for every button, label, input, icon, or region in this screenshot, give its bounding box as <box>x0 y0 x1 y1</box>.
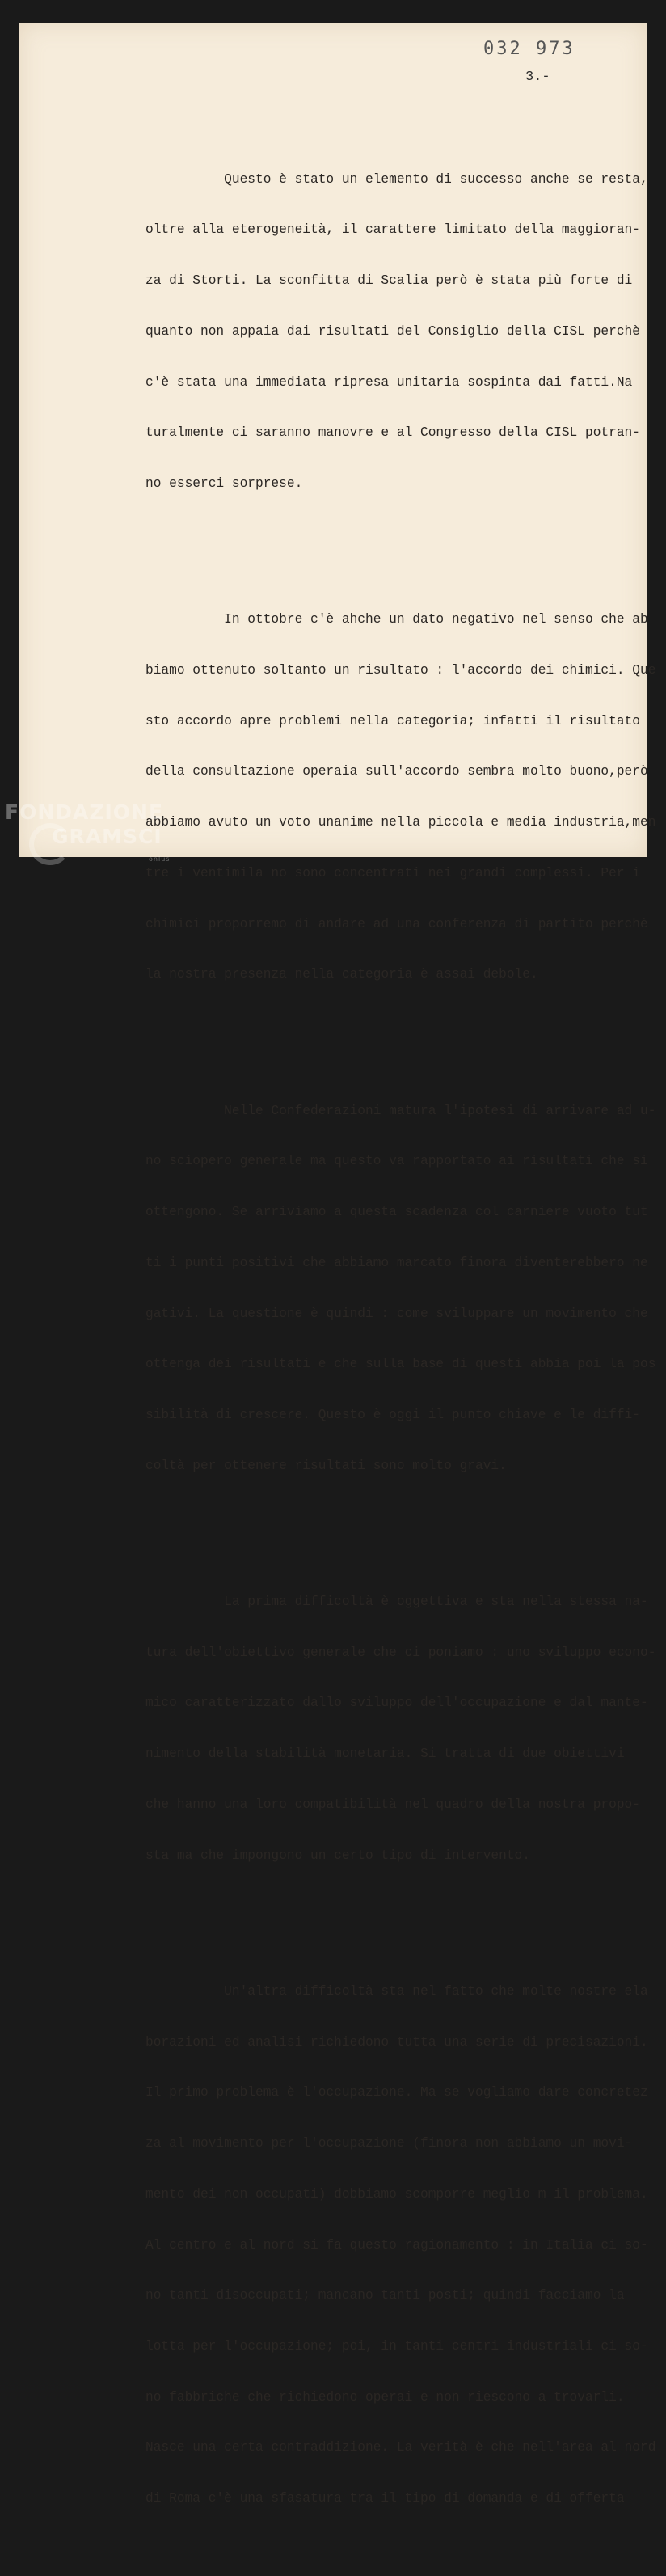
text-line: no fabbriche che richiedono operai e non riescono a trovarli. <box>145 2389 625 2405</box>
text-line: c'è stata una immediata ripresa unitaria sospinta dai fatti.Na <box>145 374 633 390</box>
text-line: biamo ottenuto soltanto un risultato : l'accordo dei chimici. Que <box>145 663 656 678</box>
text-line: nimento della stabilità monetaria. Si tratta di due obiettivi <box>145 1746 625 1762</box>
text-line: ottengono. Se arriviamo a questa scadenza col carniere vuoto tut <box>145 1205 648 1220</box>
page-number: 3.- <box>525 70 550 85</box>
text-line: della consultazione operaia sull'accordo sembra molto buono,però <box>145 764 648 779</box>
paragraph-4 <box>145 1560 656 1898</box>
text-line: Il primo problema è l'occupazione. Ma se vogliamo dare concretez <box>145 2085 648 2101</box>
text-line: di Roma c'è una sfasatura tra il tipo di domanda e di offerta <box>145 2491 625 2506</box>
text-line: turalmente ci saranno manovre e al Congresso della CISL potran- <box>145 425 640 441</box>
text-line: sibilità di crescere. Questo è oggi il punto chiave e le diffi- <box>145 1407 640 1422</box>
watermark-line-1: FONDAZIONE <box>5 800 164 824</box>
text-line: quanto non appaia dai risultati del Consiglio della CISL perchè <box>145 323 640 339</box>
watermark-line-3: onlus <box>149 855 171 863</box>
document-body <box>145 103 656 2576</box>
paragraph-2 <box>145 577 656 1017</box>
text-line: ottenga dei risultati e che sulla base di questi abbia poi la pos <box>145 1357 656 1372</box>
text-line: la nostra presenza nella categoria è assai debole. <box>145 967 538 982</box>
text-line: che hanno una loro compatibilità nel quadro della nostra propo- <box>145 1797 640 1812</box>
text-line: no tanti disoccupati; mancano tanti posti; quindi facciamo la <box>145 2288 625 2304</box>
text-line: chimici proporremo di andare ad una conferenza di partito perchè <box>145 916 648 931</box>
text-line: ti i punti positivi che abbiamo marcato finora diventerebbero ne <box>145 1255 648 1270</box>
text-line: sto accordo apre problemi nella categoria; infatti il risultato <box>145 713 640 728</box>
text-line: Nasce una certa contraddizione. La verità è che nell'area al nord <box>145 2440 656 2456</box>
paragraph-1 <box>145 137 647 526</box>
text-line: gativi. La questione è quindi : come sviluppare un movimento che <box>145 1306 648 1321</box>
text-line: za di Storti. La sconfitta di Scalia però è stata più forte di <box>145 273 633 289</box>
text-line: sta ma che impongono un certo tipo di intervento. <box>145 1848 530 1863</box>
text-line: coltà per ottenere risultati sono molto gravi. <box>145 1458 507 1473</box>
paragraph-3 <box>145 1069 656 1509</box>
text-line: abbiamo avuto un voto unanime nella piccola e media industria,men <box>145 815 656 830</box>
text-line: no sciopero generale ma questo va rapportato ai risultati che si <box>145 1154 648 1169</box>
text-line: borazioni ed analisi richiedono tutta una serie di precisazioni. <box>145 2034 648 2050</box>
text-line: La prima difficoltà è oggettiva e sta nella stessa na- <box>145 1594 648 1610</box>
watermark-line-2: GRAMSCI <box>52 825 162 848</box>
text-line: tre i ventimila no sono concentrati nei grandi complessi. Per i <box>145 865 640 880</box>
text-line: no esserci sorprese. <box>145 475 303 491</box>
text-line: mento dei non occupati) dobbiamo scomporre meglio m il problema. <box>145 2186 648 2202</box>
text-line: tura dell'obiettivo generale che ci poniamo : uno sviluppo econo- <box>145 1645 656 1660</box>
text-line: Al centro e al nord si fa questo ragionamento : in Italia ci so- <box>145 2237 648 2253</box>
text-line: Questo è stato un elemento di successo anche se resta, <box>145 171 648 187</box>
text-line: mico caratterizzato dallo sviluppo dell'occupazione e dal mante- <box>145 1696 648 1711</box>
text-line: Nelle Confederazioni matura l'ipotesi di arrivare ad u- <box>145 1103 656 1118</box>
text-line: In ottobre c'è ahche un dato negativo nel senso che ab <box>145 612 648 627</box>
text-line: za al movimento per l'occupazione (finora non abbiamo un movi- <box>145 2136 633 2152</box>
text-line: oltre alla eterogeneità, il carattere limitato della maggioran- <box>145 222 640 238</box>
text-line: Un'altra difficoltà sta nel fatto che molte nostre ela <box>145 1983 648 1999</box>
fondazione-gramsci-watermark <box>5 800 171 863</box>
paragraph-5 <box>145 1949 656 2541</box>
text-line: lotta per l'occupazione; poi, in tanti centri industriali ci so- <box>145 2339 648 2354</box>
archive-document-number: 032 973 <box>483 39 575 59</box>
